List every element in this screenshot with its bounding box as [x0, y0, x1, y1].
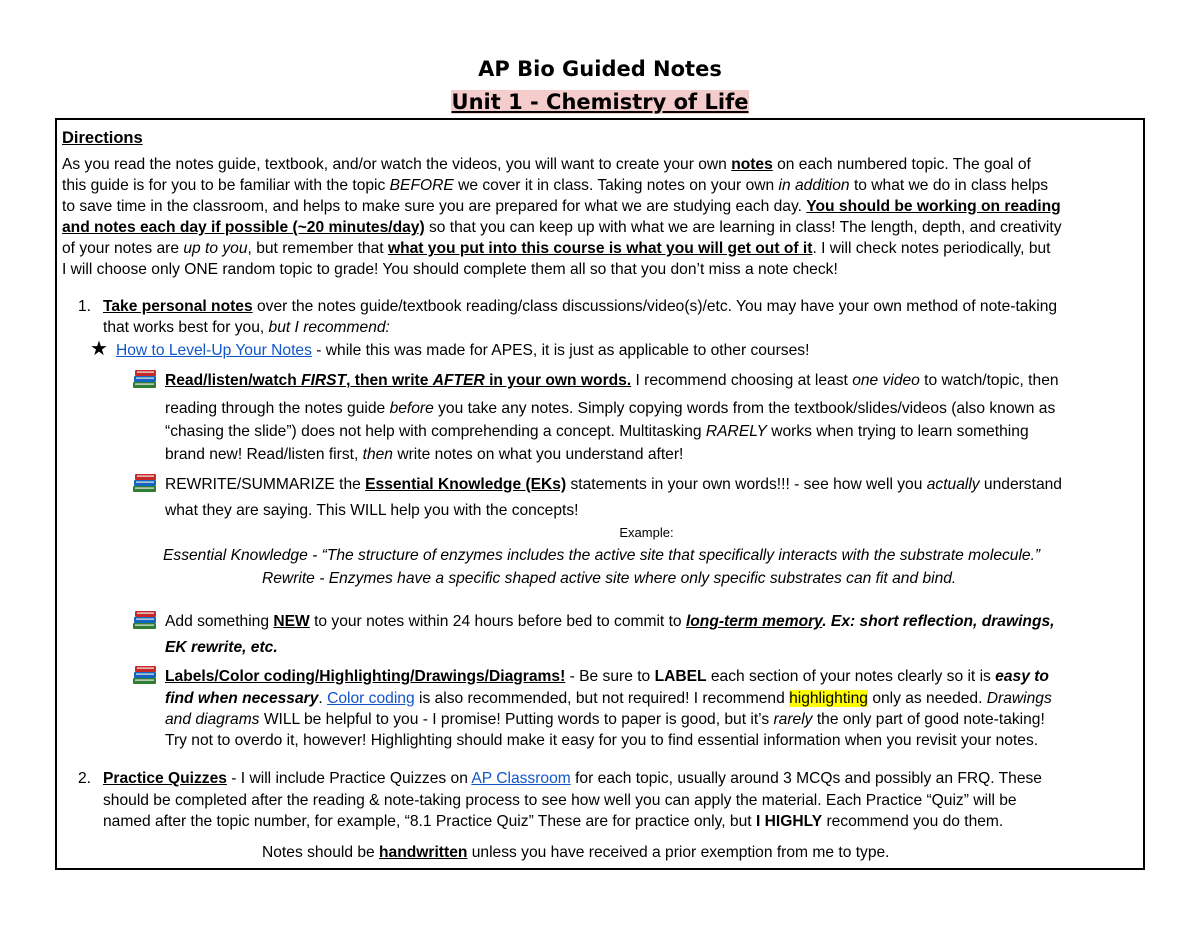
directions-line: and notes each day if possible (~20 minutes/day) so that you can keep up with what we are learning in class! The length, depth, and creativity: [62, 219, 1062, 236]
item-number: 1.: [78, 298, 92, 315]
example-ek: Essential Knowledge - “The structure of enzymes includes the active site that specifically interacts with the substrate molecule.”: [163, 547, 1041, 564]
bullet-line: EK rewrite, etc.: [165, 639, 278, 656]
item-number: 2.: [78, 770, 92, 787]
star-icon: ★: [90, 338, 108, 360]
level-up-notes-link[interactable]: How to Level-Up Your Notes: [116, 342, 312, 359]
directions-line: to save time in the classroom, and helps to make sure you are prepared for what we are studying each day. You should be working on reading: [62, 198, 1061, 215]
bullet-line: Read/listen/watch FIRST, then write AFTER in your own words. I recommend choosing at least one video to watch/topic, then: [165, 372, 1059, 389]
page-title: AP Bio Guided Notes: [478, 57, 722, 81]
example-rewrite: Rewrite - Enzymes have a specific shaped active site where only specific substrates can fit and bind.: [262, 570, 957, 587]
item1-line: that works best for you, but I recommend:: [103, 319, 390, 336]
directions-line: As you read the notes guide, textbook, and/or watch the videos, you will want to create your own notes on each numbered topic. The goal of: [62, 156, 1031, 173]
bullet-line: and diagrams WILL be helpful to you - I promise! Putting words to paper is good, but it’s rarely the only part of good note-taking!: [165, 711, 1045, 728]
bullet-line: reading through the notes guide before you take any notes. Simply copying words from the textbook/slides/videos (also known as: [165, 400, 1056, 417]
item2-line: named after the topic number, for example, “8.1 Practice Quiz” These are for practice only, but I HIGHLY recommend you do them.: [103, 813, 1004, 830]
color-coding-link[interactable]: Color coding: [327, 690, 415, 707]
footer-note: Notes should be handwritten unless you have received a prior exemption from me to type.: [262, 844, 890, 861]
bullet-line: brand new! Read/listen first, then write notes on what you understand after!: [165, 446, 684, 463]
directions-line: of your notes are up to you, but remember that what you put into this course is what you will get out of it. I will check notes periodically, but: [62, 240, 1051, 257]
books-icon: [132, 610, 158, 630]
example-label: Example:: [619, 525, 674, 540]
directions-line: this guide is for you to be familiar with the topic BEFORE we cover it in class. Taking notes on your own in addition to what we do in class helps: [62, 177, 1049, 194]
ap-classroom-link[interactable]: AP Classroom: [471, 770, 571, 787]
level-up-line: How to Level-Up Your Notes - while this was made for APES, it is just as applicable to other courses!: [116, 342, 810, 359]
unit-subtitle: Unit 1 - Chemistry of Life: [451, 90, 749, 114]
bullet-line: Add something NEW to your notes within 24 hours before bed to commit to long-term memory. Ex: short reflection, drawings,: [165, 613, 1055, 630]
books-icon: [132, 369, 158, 389]
bullet-line: Labels/Color coding/Highlighting/Drawings/Diagrams! - Be sure to LABEL each section of your notes clearly so it is easy to: [165, 668, 1049, 685]
bullet-line: REWRITE/SUMMARIZE the Essential Knowledge (EKs) statements in your own words!!! - see how well you actually understand: [165, 476, 1062, 493]
directions-heading: Directions: [62, 129, 143, 147]
item2-line: should be completed after the reading & note-taking process to see how well you can apply the material. Each Practice “Quiz” will be: [103, 792, 1017, 809]
item2-line: Practice Quizzes - I will include Practice Quizzes on AP Classroom for each topic, usually around 3 MCQs and possibly an FRQ. These: [103, 770, 1042, 787]
bullet-line: “chasing the slide”) does not help with comprehending a concept. Multitasking RARELY works when trying to learn something: [165, 423, 1029, 440]
books-icon: [132, 665, 158, 685]
bullet-line: Try not to overdo it, however! Highlighting should make it easy for you to find essential information when you revisit your notes.: [165, 732, 1039, 749]
bullet-line: find when necessary. Color coding is also recommended, but not required! I recommend highlighting only as needed. Drawings: [165, 690, 1052, 707]
directions-line: I will choose only ONE random topic to grade! You should complete them all so that you don’t miss a note check!: [62, 261, 838, 278]
books-icon: [132, 473, 158, 493]
item1-line: Take personal notes over the notes guide/textbook reading/class discussions/video(s)/etc. You may have your own method of note-taking: [103, 298, 1058, 315]
bullet-line: what they are saying. This WILL help you with the concepts!: [165, 502, 579, 519]
